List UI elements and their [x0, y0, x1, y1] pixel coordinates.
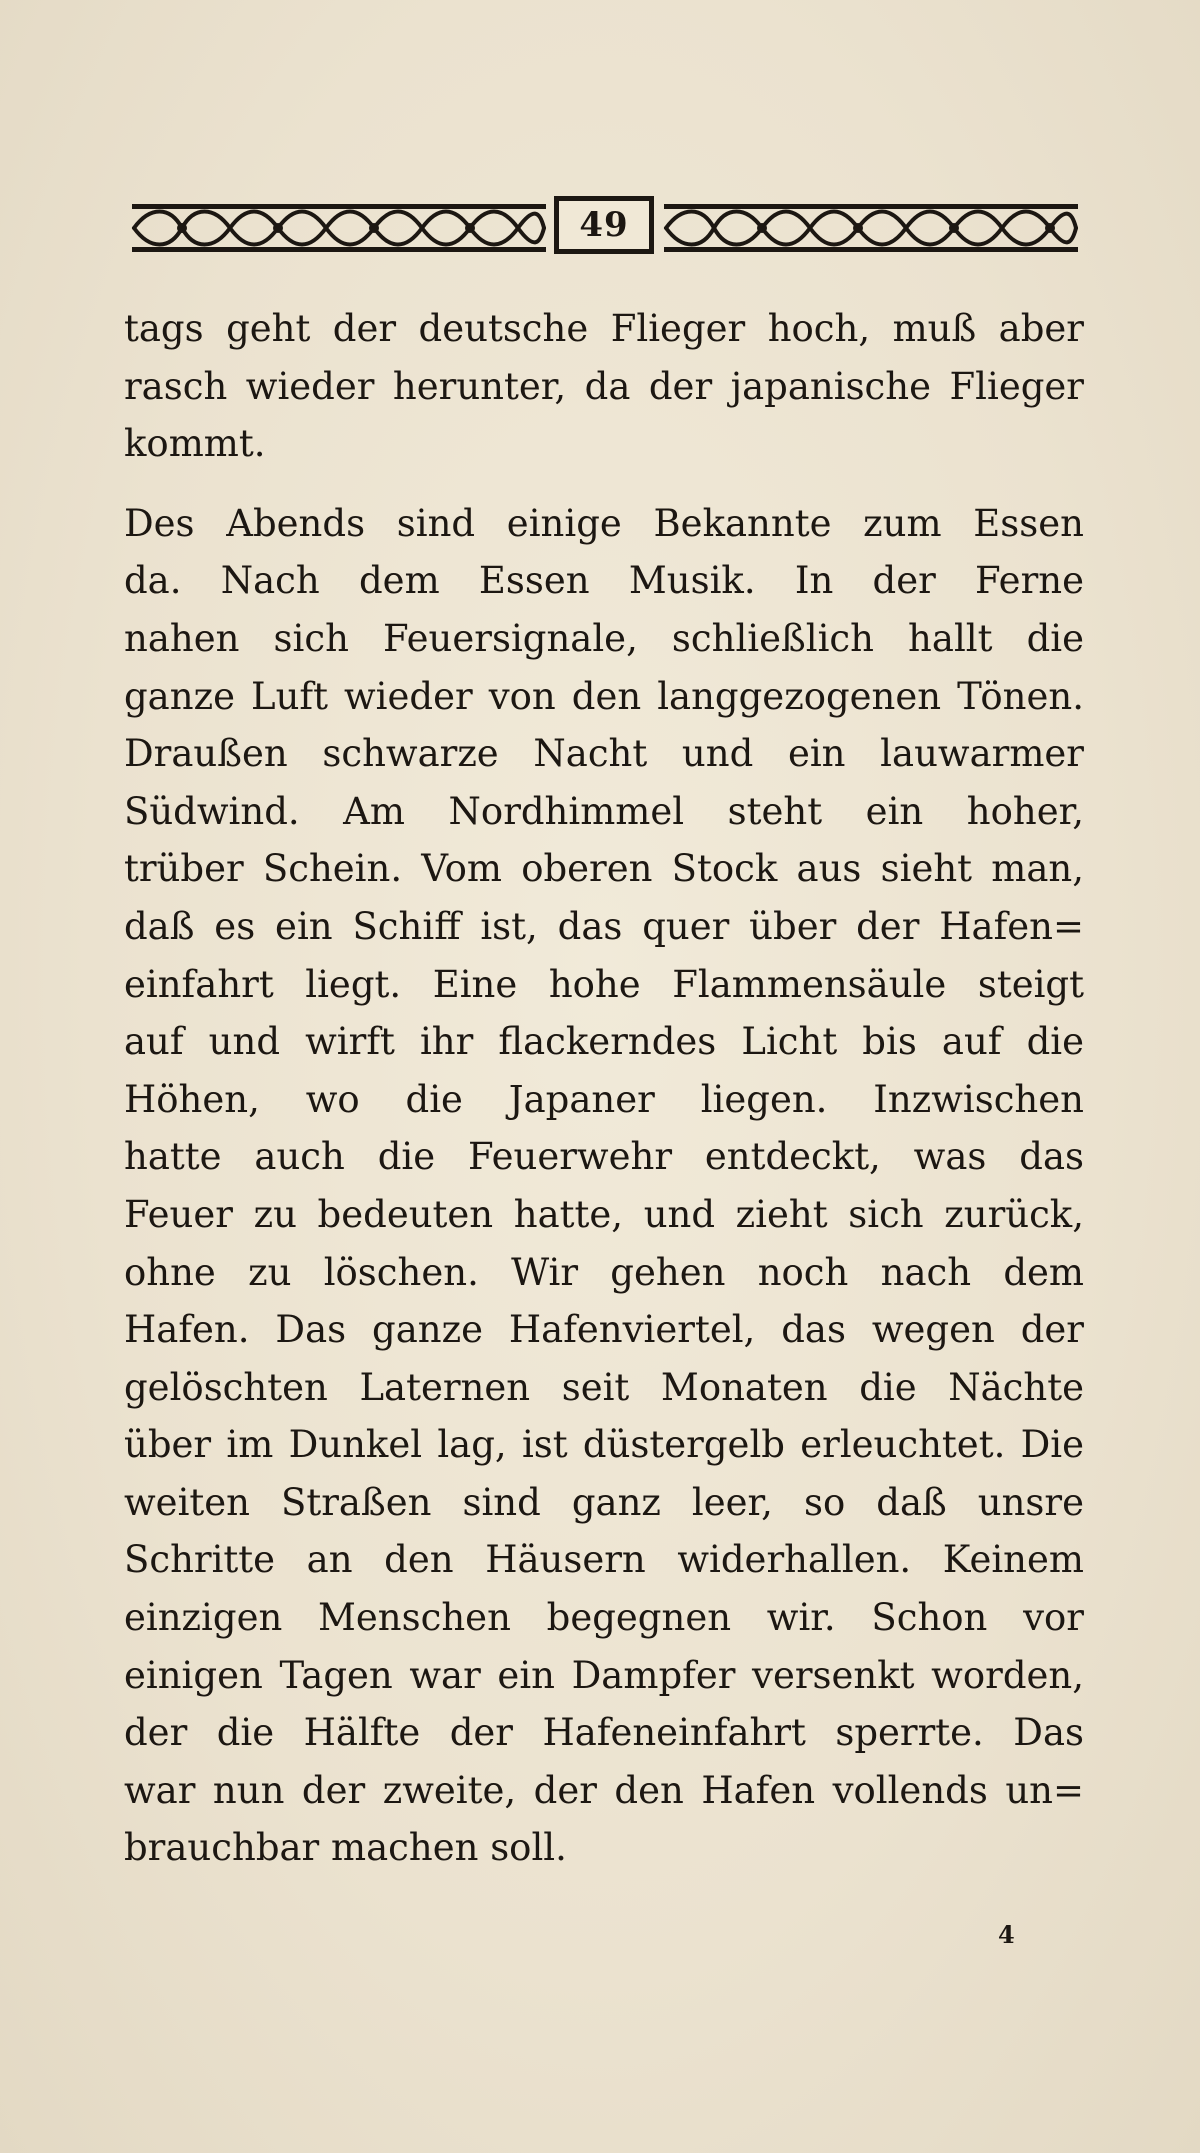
text-line: einzigen Menschen begegnen wir. Schon vor — [124, 1596, 1084, 1640]
text-line: Hafen. Das ganze Hafenviertel, das wegen der — [124, 1308, 1084, 1352]
text-line: gelöschten Laternen seit Monaten die Nächte — [124, 1365, 1084, 1409]
text-line: Des Abends sind einige Bekannte zum Essen — [124, 501, 1084, 545]
text-line: über im Dunkel lag, ist düstergelb erleuchtet. Die — [124, 1423, 1084, 1467]
text-line: Feuer zu bedeuten hatte, und zieht sich zurück, — [124, 1192, 1084, 1236]
paragraph-gap — [124, 473, 1084, 495]
ornament-left-icon — [130, 202, 548, 254]
text-line: ohne zu löschen. Wir gehen noch nach dem — [124, 1250, 1084, 1294]
text-line: ganze Luft wieder von den langgezogenen Tönen. — [124, 674, 1084, 718]
text-line: brauchbar machen soll. — [124, 1826, 567, 1870]
text-line: Schritte an den Häusern widerhallen. Keinem — [124, 1538, 1084, 1582]
text-line: war nun der zweite, der den Hafen vollends un= — [124, 1768, 1084, 1812]
text-line: weiten Straßen sind ganz leer, so daß unsre — [124, 1480, 1084, 1524]
signature-mark: 4 — [998, 1920, 1015, 1949]
text-line: Südwind. Am Nordhimmel steht ein hoher, — [124, 789, 1084, 833]
body-text — [124, 300, 1084, 1877]
page-header — [130, 196, 1080, 258]
text-line: kommt. — [124, 422, 266, 466]
text-line: einfahrt liegt. Eine hohe Flammensäule steigt — [124, 962, 1084, 1006]
page-number: 49 — [554, 196, 654, 254]
text-line: da. Nach dem Essen Musik. In der Ferne — [124, 559, 1084, 603]
text-line: einigen Tagen war ein Dampfer versenkt worden, — [124, 1653, 1084, 1697]
text-line: tags geht der deutsche Flieger hoch, muß aber — [124, 307, 1084, 350]
text-line: hatte auch die Feuerwehr entdeckt, was das — [124, 1135, 1084, 1179]
text-line: Draußen schwarze Nacht und ein lauwarmer — [124, 732, 1084, 776]
text-line: rasch wieder herunter, da der japanische Flieger — [124, 364, 1084, 408]
text-line: trüber Schein. Vom oberen Stock aus sieht man, — [124, 847, 1084, 891]
text-line: Höhen, wo die Japaner liegen. Inzwischen — [124, 1077, 1084, 1121]
text-line: daß es ein Schiff ist, das quer über der Hafen= — [124, 904, 1084, 948]
ornament-right-icon — [662, 202, 1080, 254]
text-line: der die Hälfte der Hafeneinfahrt sperrte. Das — [124, 1711, 1084, 1755]
text-line: auf und wirft ihr flackerndes Licht bis auf die — [124, 1020, 1084, 1064]
text-line: nahen sich Feuersignale, schließlich hallt die — [124, 616, 1084, 660]
